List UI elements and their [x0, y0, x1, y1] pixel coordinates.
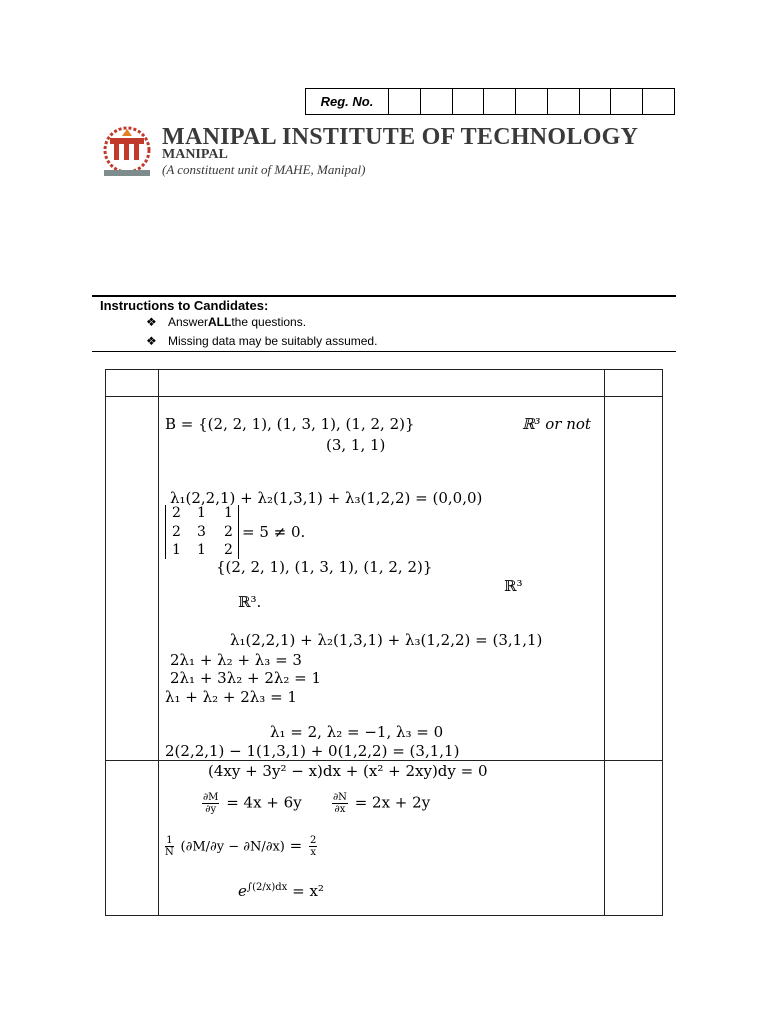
- target-vector: (3, 1, 1): [326, 436, 386, 454]
- reg-digit-cell[interactable]: [421, 89, 453, 114]
- linear-combination-zero: λ₁(2,2,1) + λ₂(1,3,1) + λ₃(1,2,2) = (0,0,0): [170, 489, 483, 507]
- institute-tagline: (A constituent unit of MAHE, Manipal): [162, 162, 366, 177]
- reg-digit-cell[interactable]: [580, 89, 612, 114]
- diamond-bullet-icon: ❖: [146, 334, 157, 348]
- reg-digit-cell[interactable]: [484, 89, 516, 114]
- mit-emblem-icon: [96, 126, 158, 178]
- equation-3: λ₁ + λ₂ + 2λ₃ = 1: [165, 688, 297, 706]
- table-border: [105, 369, 663, 370]
- r3-label: ℝ³: [504, 577, 523, 595]
- solution-values: λ₁ = 2, λ₂ = −1, λ₃ = 0: [270, 723, 444, 741]
- equation-1: 2λ₁ + λ₂ + λ₃ = 3: [170, 651, 302, 669]
- table-border: [105, 760, 663, 761]
- equation-2: 2λ₁ + 3λ₂ + 2λ₂ = 1: [170, 669, 322, 687]
- table-border: [604, 369, 605, 915]
- institute-city: MANIPAL: [162, 147, 228, 162]
- integrating-factor: $e^{\int(2/x)dx} = x^2$: [238, 882, 324, 900]
- reg-digit-cell[interactable]: [611, 89, 643, 114]
- institute-name: MANIPAL INSTITUTE OF TECHNOLOGY: [162, 124, 639, 150]
- table-border: [105, 915, 663, 916]
- table-border: [158, 369, 159, 915]
- instruction-item: ❖ Missing data may be suitably assumed.: [146, 334, 378, 348]
- reg-number-box: [305, 88, 675, 115]
- instruction-item: ❖ Answer ALL the questions.: [146, 315, 307, 329]
- set-repeat: {(2, 2, 1), (1, 3, 1), (1, 2, 2)}: [216, 558, 433, 576]
- reg-digit-cell[interactable]: [548, 89, 580, 114]
- diamond-bullet-icon: ❖: [146, 315, 157, 329]
- integrating-factor-test: $\frac{1}{N}$ (∂M/∂y − ∂N/∂x) = $\frac{2}{x}$: [165, 835, 317, 858]
- determinant-matrix: 2 1 1 2 3 2 1 1 2: [165, 505, 239, 559]
- reg-digit-cell[interactable]: [643, 89, 674, 114]
- instructions-bottom-rule: [92, 351, 676, 352]
- differential-equation: (4xy + 3y² − x)dx + (x² + 2xy)dy = 0: [208, 762, 488, 780]
- set-definition: B = {(2, 2, 1), (1, 3, 1), (1, 2, 2)}: [165, 415, 415, 433]
- table-border: [105, 396, 663, 397]
- linear-combination-target: λ₁(2,2,1) + λ₂(1,3,1) + λ₃(1,2,2) = (3,1,1): [230, 631, 543, 649]
- reg-digit-cell[interactable]: [453, 89, 485, 114]
- table-border: [105, 369, 106, 915]
- instructions-top-rule: [92, 295, 676, 297]
- verification: 2(2,2,1) − 1(1,3,1) + 0(1,2,2) = (3,1,1): [165, 742, 460, 760]
- space-question: ℝ³ or not: [522, 415, 591, 433]
- reg-digit-cell[interactable]: [516, 89, 548, 114]
- reg-number-label: Reg. No.: [306, 89, 389, 114]
- partial-n-x: $\frac{\partial N}{\partial x}$ = 2x + 2y: [333, 792, 431, 815]
- partial-m-y: $\frac{\partial M}{\partial y}$ = 4x + 6y: [203, 792, 302, 815]
- reg-digit-cell[interactable]: [389, 89, 421, 114]
- table-border: [662, 369, 663, 915]
- r3-label: ℝ³.: [238, 593, 262, 611]
- determinant-result: = 5 ≠ 0.: [242, 523, 306, 541]
- instructions-title: Instructions to Candidates:: [100, 298, 269, 313]
